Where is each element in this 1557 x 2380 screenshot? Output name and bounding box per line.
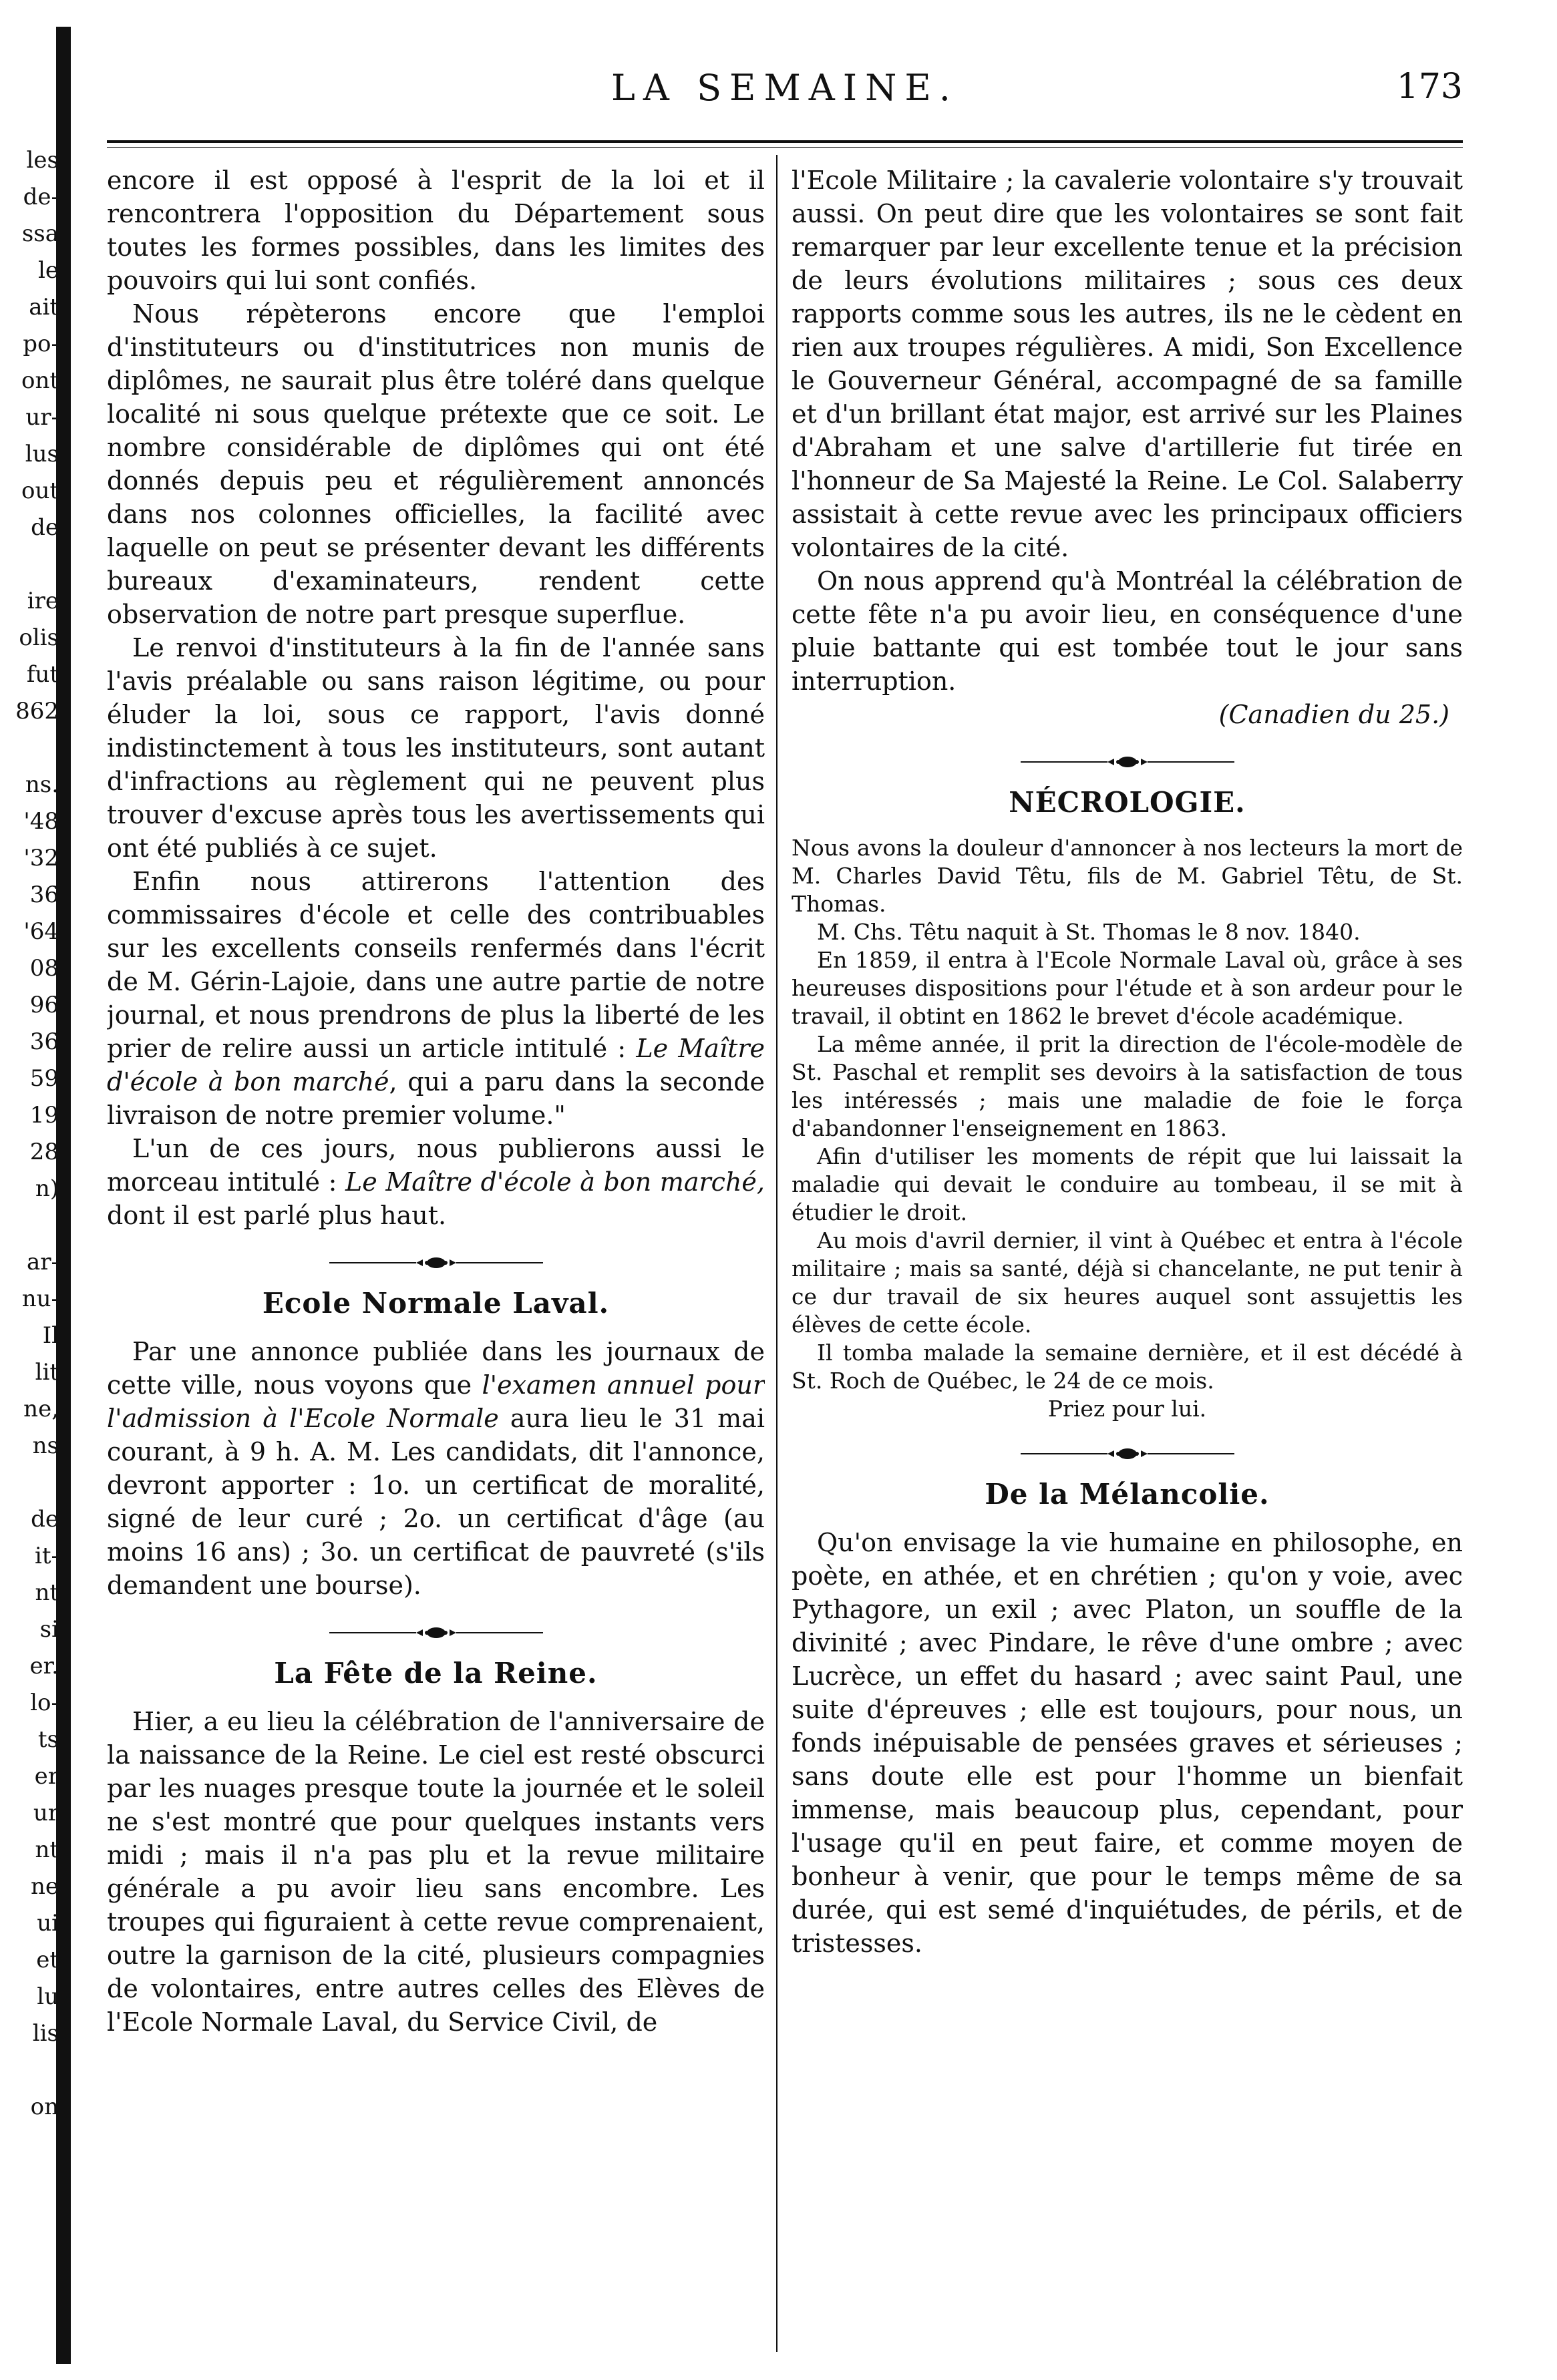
- ornament-rule-icon: [1014, 754, 1241, 770]
- text-run: Enfin nous attirerons l'attention des commissaires d'école et celle des contribuables sur les excellents conseils renfermés dans l'écrit de M. Gérin-Lajoie, dans une autre partie de notre journal, et nous prendrons de plus la liberté de les prier de relire aussi un article intitulé :: [107, 867, 765, 1063]
- article-paragraph: Nous répèterons encore que l'emploi d'instituteurs ou d'institutrices non munis de diplômes, ne saurait plus être toléré dans quelque localité ni sous quelque prétexte que ce soit. Le nombre considérable de diplômes qui ont été donnés depuis peu et régulièrement annoncés dans nos colonnes officielles, la facilité avec laquelle on peut se présenter devant les différents bureaux d'examinateurs, rendent cette observation de notre part presque superflue.: [107, 299, 765, 629]
- ornament-rule-icon: [323, 1255, 550, 1271]
- gutter-fragment: 36: [29, 881, 59, 908]
- gutter-fragment: nt: [35, 1836, 59, 1863]
- right-column: [792, 164, 1463, 2341]
- text-run: aura lieu le 31 mai courant, à 9 h. A. M. Les candidats, dit l'annonce, devront apporter : 1o. un certificat de moralité, signé de leur curé ; 2o. un certificat d'âge (au moins 16 ans) ; 3o. un certificat de pauvreté (s'ils demandent une bourse).: [107, 1404, 765, 1600]
- section-title: Ecole Normale Laval.: [262, 1287, 610, 1320]
- left-column: [107, 164, 765, 2341]
- gutter-fragment: lo-: [30, 1690, 59, 1716]
- gutter-fragment: ssa: [21, 220, 59, 247]
- obituary-paragraph: Afin d'utiliser les moments de répit que lui laissait la maladie qui devait le conduire au tombeau, il se mit à étudier le droit.: [792, 1143, 1463, 1225]
- ornament-rule-icon: [323, 1625, 550, 1641]
- page-header: [107, 67, 1463, 120]
- gutter-fragment: 96: [29, 992, 59, 1018]
- gutter-fragment: '48: [23, 808, 59, 835]
- previous-page-fragment: [0, 147, 60, 2351]
- obituary-paragraph: M. Chs. Têtu naquit à St. Thomas le 8 nov. 1840.: [817, 919, 1361, 945]
- gutter-fragment: ns.: [25, 771, 59, 798]
- obituary-paragraph: Il tomba malade la semaine dernière, et il est décédé à St. Roch de Québec, le 24 de ce mois.: [792, 1340, 1463, 1394]
- article-paragraph: [107, 1132, 765, 1232]
- gutter-fragment: lus: [25, 441, 59, 467]
- gutter-fragment: lis: [32, 2020, 59, 2047]
- gutter-fragment: olis: [19, 624, 59, 651]
- article-paragraph: Le renvoi d'instituteurs à la fin de l'année sans l'avis préalable ou sans raison légitime, ou pour éluder la loi, sous ce rapport, l'avis donné indistinctement à tous les instituteurs, sont autant d'infractions au règlement qui ne peuvent plus trouver d'excuse après tous les avertissements qui ont été publiés à ce sujet.: [107, 633, 765, 863]
- gutter-fragment: de: [31, 514, 59, 541]
- text-run: dont il est parlé plus haut.: [107, 1201, 447, 1230]
- gutter-fragment: ne: [30, 1873, 59, 1900]
- gutter-fragment: ont: [21, 367, 59, 394]
- gutter-fragment: nt: [35, 1579, 59, 1606]
- gutter-fragment: ire: [27, 588, 59, 614]
- obituary-paragraph: Au mois d'avril dernier, il vint à Québec et entra à l'école militaire ; mais sa santé, déjà si chancelante, ne put tenir à ce dur travail de six heures auquel sont assujettis les élèves de cette école.: [792, 1227, 1463, 1338]
- obituary-closing: Priez pour lui.: [1047, 1396, 1207, 1422]
- gutter-fragment: '64: [23, 918, 59, 945]
- gutter-fragment: de: [31, 1506, 59, 1533]
- article-paragraph: Qu'on envisage la vie humaine en philosophe, en poète, en athée, et en chrétien ; qu'on y voie, avec Pythagore, un exil ; avec Platon, un souffle de la divinité ; avec Pindare, le rêve d'une ombre ; avec Lucrèce, un effet du hasard ; avec saint Paul, une suite d'épreuves ; elle est toujours, pour nous, un fonds inépuisable de pensées graves et sérieuses ; sans doute elle est pour l'homme un bienfait immense, mais beaucoup plus, cependant, pour l'usage qu'il en peut faire, et comme moyen de bonheur à venir, que pour le temps même de sa durée, qui est semé d'inquiétudes, de périls, et de tristesses.: [792, 1528, 1463, 1958]
- gutter-fragment: n): [35, 1175, 59, 1202]
- gutter-fragment: le: [38, 257, 59, 284]
- section-ornament: [792, 754, 1463, 770]
- section-ornament: [107, 1625, 765, 1641]
- gutter-fragment: ur-: [25, 404, 59, 431]
- gutter-fragment: 28: [29, 1139, 59, 1165]
- gutter-fragment: ur: [33, 1800, 59, 1826]
- gutter-fragment: ar-: [26, 1249, 59, 1275]
- gutter-fragment: de-: [23, 184, 59, 210]
- obituary-paragraph: En 1859, il entra à l'Ecole Normale Laval où, grâce à ses heureuses dispositions pour l'étude et à son ardeur pour le travail, il obtint en 1862 le brevet d'école académique.: [792, 947, 1463, 1029]
- gutter-fragment: et: [36, 1947, 59, 1973]
- gutter-fragment: lu: [37, 1983, 59, 2010]
- gutter-fragment: 59: [29, 1065, 59, 1092]
- emphasized-text: l'examen annuel pour l'admission à l'Ecole Normale: [107, 1370, 765, 1433]
- gutter-fragment: it-: [34, 1543, 59, 1569]
- column-divider: [776, 155, 777, 2352]
- gutter-fragment: les: [26, 147, 59, 174]
- text-run: Par une annonce publiée dans les journaux de cette ville, nous voyons que: [107, 1337, 765, 1400]
- gutter-fragment: ts: [37, 1726, 59, 1753]
- header-rule: [107, 140, 1463, 143]
- section-ornament: [792, 1446, 1463, 1462]
- gutter-fragment: 862: [15, 698, 59, 725]
- gutter-fragment: ns: [32, 1432, 59, 1459]
- gutter-fragment: lit: [35, 1359, 59, 1386]
- running-title: LA SEMAINE.: [611, 67, 959, 109]
- gutter-fragment: nu-: [21, 1285, 59, 1312]
- article-paragraph: On nous apprend qu'à Montréal la célébration de cette fête n'a pu avoir lieu, en conséquence d'une pluie battante qui est tombée tout le jour sans interruption.: [792, 566, 1463, 696]
- gutter-fragment: si: [39, 1616, 59, 1643]
- gutter-fragment: on: [30, 2094, 59, 2120]
- article-paragraph: Hier, a eu lieu la célébration de l'anniversaire de la naissance de la Reine. Le ciel est resté obscurci par les nuages presque toute la journée et le soleil ne s'est montré que pour quelques instants vers midi ; mais il n'a pas plu et la revue militaire générale a pu avoir lieu sans encombre. Les troupes qui figuraient à cette revue comprenaient, outre la garnison de la cité, plusieurs compagnies de volontaires, entre autres celles des Elèves de l'Ecole Normale Laval, du Service Civil, de: [107, 1707, 765, 2037]
- gutter-fragment: 08: [29, 955, 59, 982]
- section-title: De la Mélancolie.: [985, 1478, 1270, 1511]
- gutter-fragment: Il: [42, 1322, 59, 1349]
- source-citation: (Canadien du 25.): [1218, 700, 1449, 729]
- section-title: NÉCROLOGIE.: [1009, 786, 1246, 819]
- text-run: L'un de ces jours, nous publierons aussi le morceau intitulé :: [107, 1134, 765, 1197]
- section-title: La Fête de la Reine.: [274, 1657, 598, 1690]
- gutter-fragment: out: [21, 477, 59, 504]
- cited-title: Le Maître d'école à bon marché,: [345, 1167, 765, 1197]
- article-paragraph: [107, 1335, 765, 1602]
- gutter-fragment: po-: [23, 331, 59, 357]
- gutter-fragment: ui: [37, 1910, 59, 1937]
- page-number: 173: [1396, 67, 1463, 107]
- cited-title: Le Maître d'école à bon marché: [107, 1034, 765, 1097]
- article-paragraph: encore il est opposé à l'esprit de la loi et il rencontrera l'opposition du Département sous toutes les formes possibles, dans les limites des pouvoirs qui lui sont confiés.: [107, 166, 765, 295]
- article-paragraph: [107, 865, 765, 1132]
- gutter-fragment: 36: [29, 1028, 59, 1055]
- ornament-rule-icon: [1014, 1446, 1241, 1462]
- gutter-fragment: 19: [29, 1102, 59, 1129]
- text-run: , qui a paru dans la seconde livraison de notre premier volume.": [107, 1067, 765, 1130]
- section-ornament: [107, 1255, 765, 1271]
- header-rule-thin: [107, 147, 1463, 148]
- obituary-paragraph: La même année, il prit la direction de l'école-modèle de St. Paschal et remplit ses devoirs à la satisfaction de tous les intéressés ; mais une maladie de foie le força d'abandonner l'enseignement en 1863.: [792, 1031, 1463, 1141]
- article-paragraph: l'Ecole Militaire ; la cavalerie volontaire s'y trouvait aussi. On peut dire que les volontaires se sont fait remarquer par leur excellente tenue et la précision de leurs évolutions militaires ; sous ces deux rapports comme sous les autres, ils ne le cèdent en rien aux troupes régulières. A midi, Son Excellence le Gouverneur Général, accompagné de sa famille et d'un brillant état major, est arrivé sur les Plaines d'Abraham et une salve d'artillerie fut tirée en l'honneur de Sa Majesté la Reine. Le Col. Salaberry assistait à cette revue avec les principaux officiers volontaires de la cité.: [792, 166, 1463, 562]
- gutter-fragment: ait: [29, 294, 59, 321]
- gutter-fragment: '32: [23, 845, 59, 871]
- gutter-fragment: fut: [26, 661, 59, 688]
- obituary-paragraph: Nous avons la douleur d'annoncer à nos lecteurs la mort de M. Charles David Têtu, fils de M. Gabriel Têtu, de St. Thomas.: [792, 835, 1463, 917]
- gutter-fragment: ne,: [23, 1396, 59, 1422]
- gutter-fragment: er.: [29, 1653, 59, 1679]
- gutter-fragment: er: [34, 1763, 59, 1790]
